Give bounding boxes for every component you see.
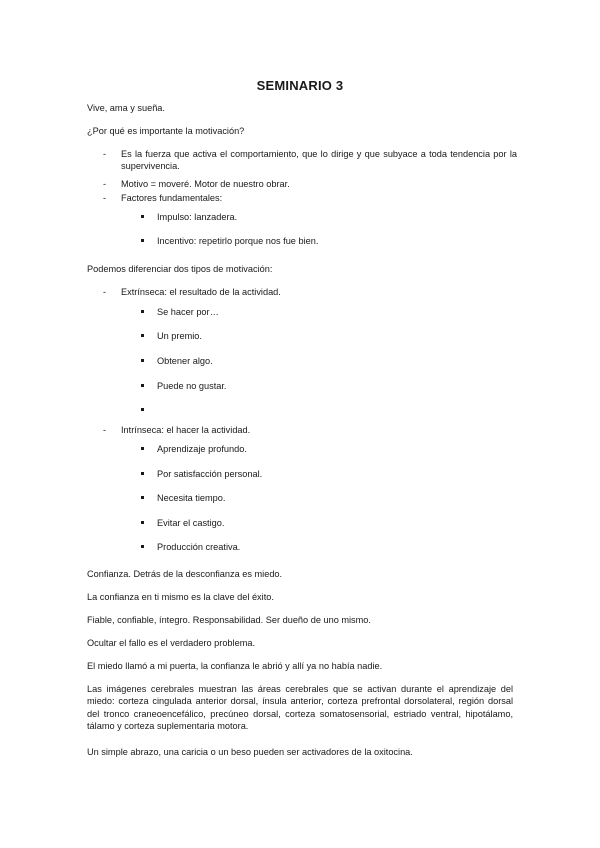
list-item-extrinseca	[141, 330, 202, 342]
list-item-intrinseca	[141, 492, 225, 504]
document-title: SEMINARIO 3	[256, 78, 344, 93]
dash-item-text: Motivo = moveré. Motor de nuestro obrar.	[121, 179, 290, 189]
dash-marker: -	[103, 287, 107, 297]
square-bullet-icon	[141, 472, 144, 475]
dash-item-definition	[103, 148, 517, 173]
dash-item-text: Extrínseca: el resultado de la actividad.	[121, 287, 281, 297]
list-item-factor	[141, 235, 318, 247]
list-item-text: Por satisfacción personal.	[157, 469, 263, 479]
tipos-intro: Podemos diferenciar dos tipos de motivación:	[87, 264, 273, 274]
dash-item-extrinseca	[103, 286, 517, 298]
square-bullet-icon	[141, 384, 144, 387]
list-item-text: Impulso: lanzadera.	[157, 212, 238, 222]
paragraph-imagenes-cerebrales: Las imágenes cerebrales muestran las áreas cerebrales que se activan durante el aprendizaje del miedo: corteza cingulada anterior dorsal, ínsula anterior, corteza prefrontal dorsolateral, región dorsal del tronco craneoencefálico, precúneo dorsal, corteza somatosensorial, estriado ventral, hipotálamo, tálamo y corteza suplementaria motora.	[87, 684, 513, 732]
square-bullet-icon	[141, 447, 144, 450]
dash-item-intrinseca	[103, 424, 517, 436]
list-item-text: Producción creativa.	[157, 542, 241, 552]
list-item-text: Se hacer por…	[157, 307, 219, 317]
list-item-text: Puede no gustar.	[157, 381, 227, 391]
paragraph-oxitocina: Un simple abrazo, una caricia o un beso pueden ser activadores de la oxitocina.	[87, 747, 413, 757]
motivation-question: ¿Por qué es importante la motivación?	[87, 126, 245, 136]
dash-item-text: Intrínseca: el hacer la actividad.	[121, 425, 251, 435]
square-bullet-icon	[141, 521, 144, 524]
list-item-text: Evitar el castigo.	[157, 518, 225, 528]
list-item-text: Incentivo: repetirlo porque nos fue bien.	[157, 236, 319, 246]
list-item-extrinseca	[141, 380, 226, 392]
list-item-text: Obtener algo.	[157, 356, 213, 366]
square-bullet-icon	[141, 310, 144, 313]
dash-marker: -	[103, 179, 107, 189]
dash-item-text: Es la fuerza que activa el comportamiento, que lo dirige y que subyace a toda tendencia por la supervivencia.	[121, 149, 517, 172]
square-bullet-icon	[141, 239, 144, 242]
subtitle: Vive, ama y sueña.	[87, 103, 165, 113]
list-item-intrinseca	[141, 541, 240, 553]
dash-item-motivo	[103, 178, 517, 190]
paragraph-clave-exito: La confianza en ti mismo es la clave del éxito.	[87, 592, 274, 602]
square-bullet-icon	[141, 215, 144, 218]
dash-marker: -	[103, 193, 107, 203]
dash-marker: -	[103, 425, 107, 435]
list-item-intrinseca	[141, 517, 224, 529]
list-item-intrinseca	[141, 468, 262, 480]
dash-item-text: Factores fundamentales:	[121, 193, 223, 203]
square-bullet-icon	[141, 334, 144, 337]
list-item-factor	[141, 211, 237, 223]
paragraph-ocultar-fallo: Ocultar el fallo es el verdadero problema.	[87, 638, 256, 648]
list-item-intrinseca	[141, 443, 247, 455]
list-item-text: Necesita tiempo.	[157, 493, 226, 503]
list-item-extrinseca	[141, 306, 219, 318]
square-bullet-icon	[141, 545, 144, 548]
list-item-text: Un premio.	[157, 331, 202, 341]
list-item-extrinseca-empty	[141, 404, 157, 416]
paragraph-miedo-puerta: El miedo llamó a mi puerta, la confianza le abrió y allí ya no había nadie.	[87, 661, 383, 671]
dash-item-factores	[103, 192, 517, 204]
square-bullet-icon	[141, 359, 144, 362]
paragraph-fiable: Fiable, confiable, íntegro. Responsabilidad. Ser dueño de uno mismo.	[87, 615, 371, 625]
list-item-text: Aprendizaje profundo.	[157, 444, 247, 454]
square-bullet-icon	[141, 496, 144, 499]
paragraph-confianza: Confianza. Detrás de la desconfianza es miedo.	[87, 569, 283, 579]
square-bullet-icon	[141, 408, 144, 411]
list-item-extrinseca	[141, 355, 213, 367]
dash-marker: -	[103, 149, 107, 159]
